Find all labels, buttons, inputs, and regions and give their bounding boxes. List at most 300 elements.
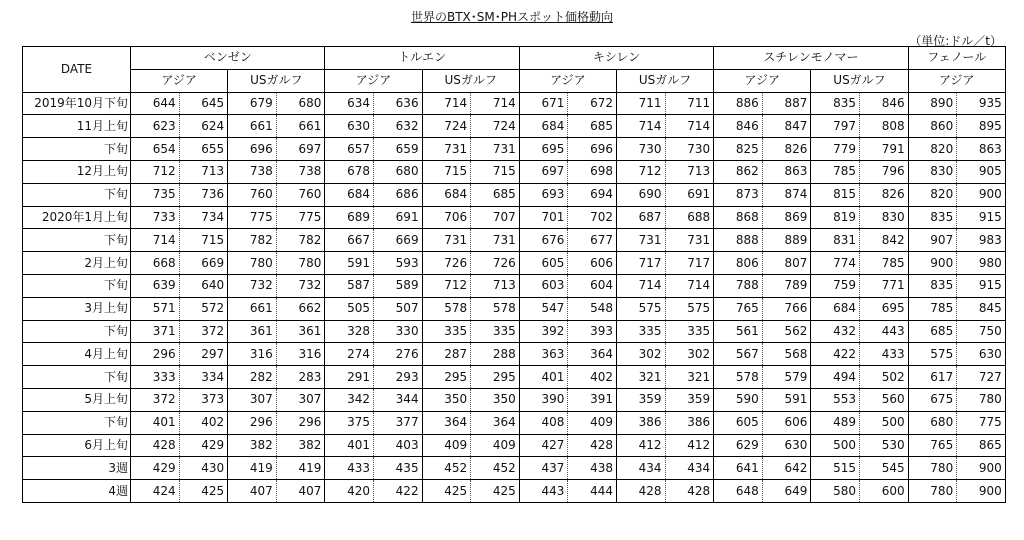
price-high-cell: 403 xyxy=(373,434,422,457)
price-high-cell: 726 xyxy=(471,252,520,275)
date-cell: 4月上旬 xyxy=(23,343,131,366)
date-cell: 下旬 xyxy=(23,366,131,389)
price-low-cell: 335 xyxy=(422,320,471,343)
price-high-cell: 575 xyxy=(665,297,714,320)
price-low-cell: 806 xyxy=(714,252,763,275)
price-high-cell: 874 xyxy=(762,183,811,206)
price-high-cell: 593 xyxy=(373,252,422,275)
unit-label: （単位:ドル／t） xyxy=(909,34,1002,48)
table-row xyxy=(23,320,1006,343)
price-low-cell: 428 xyxy=(616,480,665,503)
price-high-cell: 662 xyxy=(276,297,325,320)
price-high-cell: 760 xyxy=(276,183,325,206)
region-header-asia: アジア xyxy=(714,69,811,92)
price-high-cell: 685 xyxy=(471,183,520,206)
price-high-cell: 307 xyxy=(276,388,325,411)
region-header-usgulf: USガルフ xyxy=(422,69,519,92)
price-high-cell: 736 xyxy=(179,183,228,206)
price-low-cell: 775 xyxy=(228,206,277,229)
price-low-cell: 571 xyxy=(131,297,180,320)
price-low-cell: 578 xyxy=(422,297,471,320)
price-low-cell: 759 xyxy=(811,274,860,297)
price-low-cell: 603 xyxy=(519,274,568,297)
region-header-row xyxy=(23,69,1006,92)
price-low-cell: 644 xyxy=(131,92,180,115)
price-low-cell: 835 xyxy=(811,92,860,115)
price-high-cell: 796 xyxy=(859,160,908,183)
price-low-cell: 364 xyxy=(422,411,471,434)
price-high-cell: 713 xyxy=(665,160,714,183)
price-high-cell: 435 xyxy=(373,457,422,480)
price-high-cell: 826 xyxy=(859,183,908,206)
price-high-cell: 302 xyxy=(665,343,714,366)
price-high-cell: 364 xyxy=(568,343,617,366)
price-low-cell: 648 xyxy=(714,480,763,503)
price-high-cell: 711 xyxy=(665,92,714,115)
price-high-cell: 361 xyxy=(276,320,325,343)
price-high-cell: 887 xyxy=(762,92,811,115)
price-high-cell: 600 xyxy=(859,480,908,503)
price-low-cell: 419 xyxy=(228,457,277,480)
price-low-cell: 433 xyxy=(325,457,374,480)
price-low-cell: 780 xyxy=(908,480,957,503)
price-high-cell: 391 xyxy=(568,388,617,411)
table-row xyxy=(23,160,1006,183)
price-low-cell: 860 xyxy=(908,115,957,138)
price-low-cell: 427 xyxy=(519,434,568,457)
region-header-asia: アジア xyxy=(519,69,616,92)
price-high-cell: 669 xyxy=(179,252,228,275)
price-high-cell: 288 xyxy=(471,343,520,366)
price-low-cell: 671 xyxy=(519,92,568,115)
price-high-cell: 830 xyxy=(859,206,908,229)
price-high-cell: 296 xyxy=(276,411,325,434)
price-low-cell: 668 xyxy=(131,252,180,275)
price-high-cell: 695 xyxy=(859,297,908,320)
price-high-cell: 775 xyxy=(276,206,325,229)
price-low-cell: 634 xyxy=(325,92,374,115)
price-low-cell: 437 xyxy=(519,457,568,480)
price-high-cell: 438 xyxy=(568,457,617,480)
price-high-cell: 344 xyxy=(373,388,422,411)
price-high-cell: 430 xyxy=(179,457,228,480)
price-low-cell: 282 xyxy=(228,366,277,389)
price-low-cell: 680 xyxy=(908,411,957,434)
price-high-cell: 630 xyxy=(762,434,811,457)
price-low-cell: 363 xyxy=(519,343,568,366)
price-high-cell: 983 xyxy=(957,229,1006,252)
price-high-cell: 530 xyxy=(859,434,908,457)
price-low-cell: 296 xyxy=(131,343,180,366)
price-low-cell: 605 xyxy=(519,252,568,275)
price-high-cell: 283 xyxy=(276,366,325,389)
price-high-cell: 727 xyxy=(957,366,1006,389)
price-high-cell: 335 xyxy=(471,320,520,343)
price-low-cell: 401 xyxy=(519,366,568,389)
price-high-cell: 429 xyxy=(179,434,228,457)
price-low-cell: 862 xyxy=(714,160,763,183)
price-low-cell: 661 xyxy=(228,115,277,138)
price-high-cell: 606 xyxy=(568,252,617,275)
price-low-cell: 287 xyxy=(422,343,471,366)
price-high-cell: 680 xyxy=(276,92,325,115)
table-row xyxy=(23,388,1006,411)
price-high-cell: 502 xyxy=(859,366,908,389)
price-high-cell: 591 xyxy=(762,388,811,411)
table-row xyxy=(23,411,1006,434)
price-high-cell: 372 xyxy=(179,320,228,343)
price-low-cell: 675 xyxy=(908,388,957,411)
date-cell: 11月上旬 xyxy=(23,115,131,138)
price-low-cell: 900 xyxy=(908,252,957,275)
price-low-cell: 780 xyxy=(908,457,957,480)
price-high-cell: 316 xyxy=(276,343,325,366)
price-low-cell: 679 xyxy=(228,92,277,115)
price-low-cell: 731 xyxy=(422,138,471,161)
date-cell: 下旬 xyxy=(23,411,131,434)
price-high-cell: 869 xyxy=(762,206,811,229)
price-high-cell: 842 xyxy=(859,229,908,252)
price-low-cell: 765 xyxy=(714,297,763,320)
price-low-cell: 386 xyxy=(616,411,665,434)
price-high-cell: 500 xyxy=(859,411,908,434)
price-low-cell: 717 xyxy=(616,252,665,275)
price-low-cell: 785 xyxy=(811,160,860,183)
price-low-cell: 390 xyxy=(519,388,568,411)
price-low-cell: 873 xyxy=(714,183,763,206)
price-low-cell: 726 xyxy=(422,252,471,275)
price-high-cell: 295 xyxy=(471,366,520,389)
price-high-cell: 905 xyxy=(957,160,1006,183)
price-low-cell: 712 xyxy=(422,274,471,297)
price-low-cell: 575 xyxy=(908,343,957,366)
price-high-cell: 293 xyxy=(373,366,422,389)
price-low-cell: 733 xyxy=(131,206,180,229)
price-high-cell: 545 xyxy=(859,457,908,480)
region-header-usgulf: USガルフ xyxy=(811,69,908,92)
price-low-cell: 342 xyxy=(325,388,374,411)
price-high-cell: 685 xyxy=(568,115,617,138)
price-low-cell: 732 xyxy=(228,274,277,297)
price-high-cell: 731 xyxy=(471,229,520,252)
price-low-cell: 684 xyxy=(325,183,374,206)
price-high-cell: 422 xyxy=(373,480,422,503)
price-low-cell: 629 xyxy=(714,434,763,457)
price-low-cell: 420 xyxy=(325,480,374,503)
price-high-cell: 364 xyxy=(471,411,520,434)
price-high-cell: 714 xyxy=(665,274,714,297)
price-high-cell: 865 xyxy=(957,434,1006,457)
date-header: DATE xyxy=(23,47,131,93)
price-high-cell: 713 xyxy=(179,160,228,183)
price-high-cell: 766 xyxy=(762,297,811,320)
price-high-cell: 642 xyxy=(762,457,811,480)
price-low-cell: 409 xyxy=(422,434,471,457)
date-cell: 下旬 xyxy=(23,138,131,161)
date-cell: 2019年10月下旬 xyxy=(23,92,131,115)
price-low-cell: 641 xyxy=(714,457,763,480)
price-low-cell: 429 xyxy=(131,457,180,480)
region-header-usgulf: USガルフ xyxy=(228,69,325,92)
price-low-cell: 831 xyxy=(811,229,860,252)
price-high-cell: 691 xyxy=(665,183,714,206)
price-low-cell: 295 xyxy=(422,366,471,389)
price-low-cell: 623 xyxy=(131,115,180,138)
price-high-cell: 359 xyxy=(665,388,714,411)
price-low-cell: 407 xyxy=(228,480,277,503)
price-high-cell: 428 xyxy=(665,480,714,503)
price-low-cell: 830 xyxy=(908,160,957,183)
price-high-cell: 738 xyxy=(276,160,325,183)
product-header-benzene: ベンゼン xyxy=(131,47,325,70)
table-row xyxy=(23,274,1006,297)
price-high-cell: 713 xyxy=(471,274,520,297)
price-low-cell: 676 xyxy=(519,229,568,252)
price-low-cell: 712 xyxy=(616,160,665,183)
price-low-cell: 580 xyxy=(811,480,860,503)
price-high-cell: 750 xyxy=(957,320,1006,343)
table-row xyxy=(23,434,1006,457)
price-low-cell: 835 xyxy=(908,206,957,229)
price-low-cell: 422 xyxy=(811,343,860,366)
price-high-cell: 686 xyxy=(373,183,422,206)
price-high-cell: 578 xyxy=(471,297,520,320)
table-row xyxy=(23,297,1006,320)
price-high-cell: 433 xyxy=(859,343,908,366)
price-high-cell: 698 xyxy=(568,160,617,183)
date-cell: 4週 xyxy=(23,480,131,503)
price-low-cell: 890 xyxy=(908,92,957,115)
price-high-cell: 443 xyxy=(859,320,908,343)
price-low-cell: 553 xyxy=(811,388,860,411)
region-header-asia: アジア xyxy=(131,69,228,92)
price-low-cell: 714 xyxy=(616,274,665,297)
price-low-cell: 605 xyxy=(714,411,763,434)
price-low-cell: 714 xyxy=(616,115,665,138)
price-low-cell: 375 xyxy=(325,411,374,434)
price-low-cell: 291 xyxy=(325,366,374,389)
price-low-cell: 724 xyxy=(422,115,471,138)
price-high-cell: 334 xyxy=(179,366,228,389)
price-high-cell: 407 xyxy=(276,480,325,503)
price-high-cell: 935 xyxy=(957,92,1006,115)
price-high-cell: 900 xyxy=(957,183,1006,206)
price-low-cell: 452 xyxy=(422,457,471,480)
price-low-cell: 392 xyxy=(519,320,568,343)
price-low-cell: 333 xyxy=(131,366,180,389)
price-high-cell: 386 xyxy=(665,411,714,434)
price-low-cell: 774 xyxy=(811,252,860,275)
price-high-cell: 697 xyxy=(276,138,325,161)
price-low-cell: 489 xyxy=(811,411,860,434)
price-high-cell: 373 xyxy=(179,388,228,411)
price-high-cell: 915 xyxy=(957,206,1006,229)
price-low-cell: 695 xyxy=(519,138,568,161)
price-low-cell: 561 xyxy=(714,320,763,343)
price-low-cell: 587 xyxy=(325,274,374,297)
price-low-cell: 350 xyxy=(422,388,471,411)
price-low-cell: 693 xyxy=(519,183,568,206)
price-high-cell: 428 xyxy=(568,434,617,457)
price-high-cell: 630 xyxy=(957,343,1006,366)
table-row xyxy=(23,229,1006,252)
price-high-cell: 330 xyxy=(373,320,422,343)
date-cell: 3週 xyxy=(23,457,131,480)
price-high-cell: 688 xyxy=(665,206,714,229)
price-high-cell: 425 xyxy=(179,480,228,503)
price-low-cell: 316 xyxy=(228,343,277,366)
price-high-cell: 694 xyxy=(568,183,617,206)
price-high-cell: 669 xyxy=(373,229,422,252)
price-high-cell: 393 xyxy=(568,320,617,343)
product-header-toluene: トルエン xyxy=(325,47,519,70)
price-low-cell: 738 xyxy=(228,160,277,183)
table-row xyxy=(23,343,1006,366)
price-high-cell: 321 xyxy=(665,366,714,389)
price-high-cell: 548 xyxy=(568,297,617,320)
price-high-cell: 632 xyxy=(373,115,422,138)
price-low-cell: 685 xyxy=(908,320,957,343)
price-low-cell: 591 xyxy=(325,252,374,275)
price-high-cell: 691 xyxy=(373,206,422,229)
product-header-phenol: フェノール xyxy=(908,47,1005,70)
date-cell: 12月上旬 xyxy=(23,160,131,183)
price-table xyxy=(22,46,1006,503)
price-low-cell: 361 xyxy=(228,320,277,343)
product-header-styrene-monomer: スチレンモノマー xyxy=(714,47,908,70)
price-high-cell: 655 xyxy=(179,138,228,161)
price-low-cell: 765 xyxy=(908,434,957,457)
price-low-cell: 296 xyxy=(228,411,277,434)
price-high-cell: 680 xyxy=(373,160,422,183)
price-high-cell: 980 xyxy=(957,252,1006,275)
price-low-cell: 425 xyxy=(422,480,471,503)
price-low-cell: 494 xyxy=(811,366,860,389)
price-low-cell: 590 xyxy=(714,388,763,411)
price-high-cell: 606 xyxy=(762,411,811,434)
date-cell: 下旬 xyxy=(23,229,131,252)
price-low-cell: 547 xyxy=(519,297,568,320)
price-low-cell: 714 xyxy=(422,92,471,115)
table-row xyxy=(23,183,1006,206)
price-high-cell: 672 xyxy=(568,92,617,115)
price-high-cell: 889 xyxy=(762,229,811,252)
price-high-cell: 717 xyxy=(665,252,714,275)
price-low-cell: 321 xyxy=(616,366,665,389)
table-row xyxy=(23,138,1006,161)
price-high-cell: 808 xyxy=(859,115,908,138)
region-header-asia: アジア xyxy=(325,69,422,92)
price-low-cell: 382 xyxy=(228,434,277,457)
price-low-cell: 735 xyxy=(131,183,180,206)
price-high-cell: 702 xyxy=(568,206,617,229)
price-high-cell: 807 xyxy=(762,252,811,275)
price-low-cell: 567 xyxy=(714,343,763,366)
price-low-cell: 678 xyxy=(325,160,374,183)
price-low-cell: 428 xyxy=(131,434,180,457)
price-low-cell: 443 xyxy=(519,480,568,503)
price-low-cell: 359 xyxy=(616,388,665,411)
price-high-cell: 409 xyxy=(568,411,617,434)
price-low-cell: 684 xyxy=(811,297,860,320)
price-high-cell: 444 xyxy=(568,480,617,503)
date-cell: 下旬 xyxy=(23,320,131,343)
price-high-cell: 649 xyxy=(762,480,811,503)
price-high-cell: 847 xyxy=(762,115,811,138)
price-high-cell: 425 xyxy=(471,480,520,503)
price-low-cell: 782 xyxy=(228,229,277,252)
price-low-cell: 328 xyxy=(325,320,374,343)
price-high-cell: 297 xyxy=(179,343,228,366)
price-high-cell: 730 xyxy=(665,138,714,161)
price-low-cell: 714 xyxy=(131,229,180,252)
price-low-cell: 684 xyxy=(519,115,568,138)
price-high-cell: 452 xyxy=(471,457,520,480)
price-low-cell: 302 xyxy=(616,343,665,366)
price-high-cell: 732 xyxy=(276,274,325,297)
price-high-cell: 900 xyxy=(957,480,1006,503)
table-row xyxy=(23,366,1006,389)
price-high-cell: 402 xyxy=(568,366,617,389)
price-low-cell: 690 xyxy=(616,183,665,206)
price-high-cell: 276 xyxy=(373,343,422,366)
price-low-cell: 630 xyxy=(325,115,374,138)
price-low-cell: 687 xyxy=(616,206,665,229)
document-title: 世界のBTX･SM･PHスポット価格動向 xyxy=(410,10,613,24)
price-high-cell: 714 xyxy=(471,92,520,115)
price-low-cell: 785 xyxy=(908,297,957,320)
price-low-cell: 401 xyxy=(131,411,180,434)
price-low-cell: 689 xyxy=(325,206,374,229)
price-low-cell: 434 xyxy=(616,457,665,480)
price-high-cell: 707 xyxy=(471,206,520,229)
date-cell: 6月上旬 xyxy=(23,434,131,457)
date-cell: 3月上旬 xyxy=(23,297,131,320)
price-high-cell: 696 xyxy=(568,138,617,161)
date-cell: 5月上旬 xyxy=(23,388,131,411)
price-high-cell: 579 xyxy=(762,366,811,389)
price-high-cell: 734 xyxy=(179,206,228,229)
price-low-cell: 825 xyxy=(714,138,763,161)
price-high-cell: 412 xyxy=(665,434,714,457)
region-header-usgulf: USガルフ xyxy=(616,69,713,92)
price-high-cell: 659 xyxy=(373,138,422,161)
price-low-cell: 412 xyxy=(616,434,665,457)
price-high-cell: 419 xyxy=(276,457,325,480)
price-low-cell: 819 xyxy=(811,206,860,229)
price-low-cell: 760 xyxy=(228,183,277,206)
price-high-cell: 826 xyxy=(762,138,811,161)
price-high-cell: 409 xyxy=(471,434,520,457)
price-high-cell: 715 xyxy=(179,229,228,252)
price-high-cell: 568 xyxy=(762,343,811,366)
price-low-cell: 408 xyxy=(519,411,568,434)
table-row xyxy=(23,92,1006,115)
price-low-cell: 372 xyxy=(131,388,180,411)
price-high-cell: 382 xyxy=(276,434,325,457)
price-high-cell: 731 xyxy=(665,229,714,252)
price-low-cell: 575 xyxy=(616,297,665,320)
price-high-cell: 863 xyxy=(957,138,1006,161)
price-high-cell: 915 xyxy=(957,274,1006,297)
price-low-cell: 886 xyxy=(714,92,763,115)
price-high-cell: 645 xyxy=(179,92,228,115)
price-high-cell: 661 xyxy=(276,115,325,138)
price-high-cell: 434 xyxy=(665,457,714,480)
price-low-cell: 712 xyxy=(131,160,180,183)
price-high-cell: 377 xyxy=(373,411,422,434)
price-low-cell: 701 xyxy=(519,206,568,229)
